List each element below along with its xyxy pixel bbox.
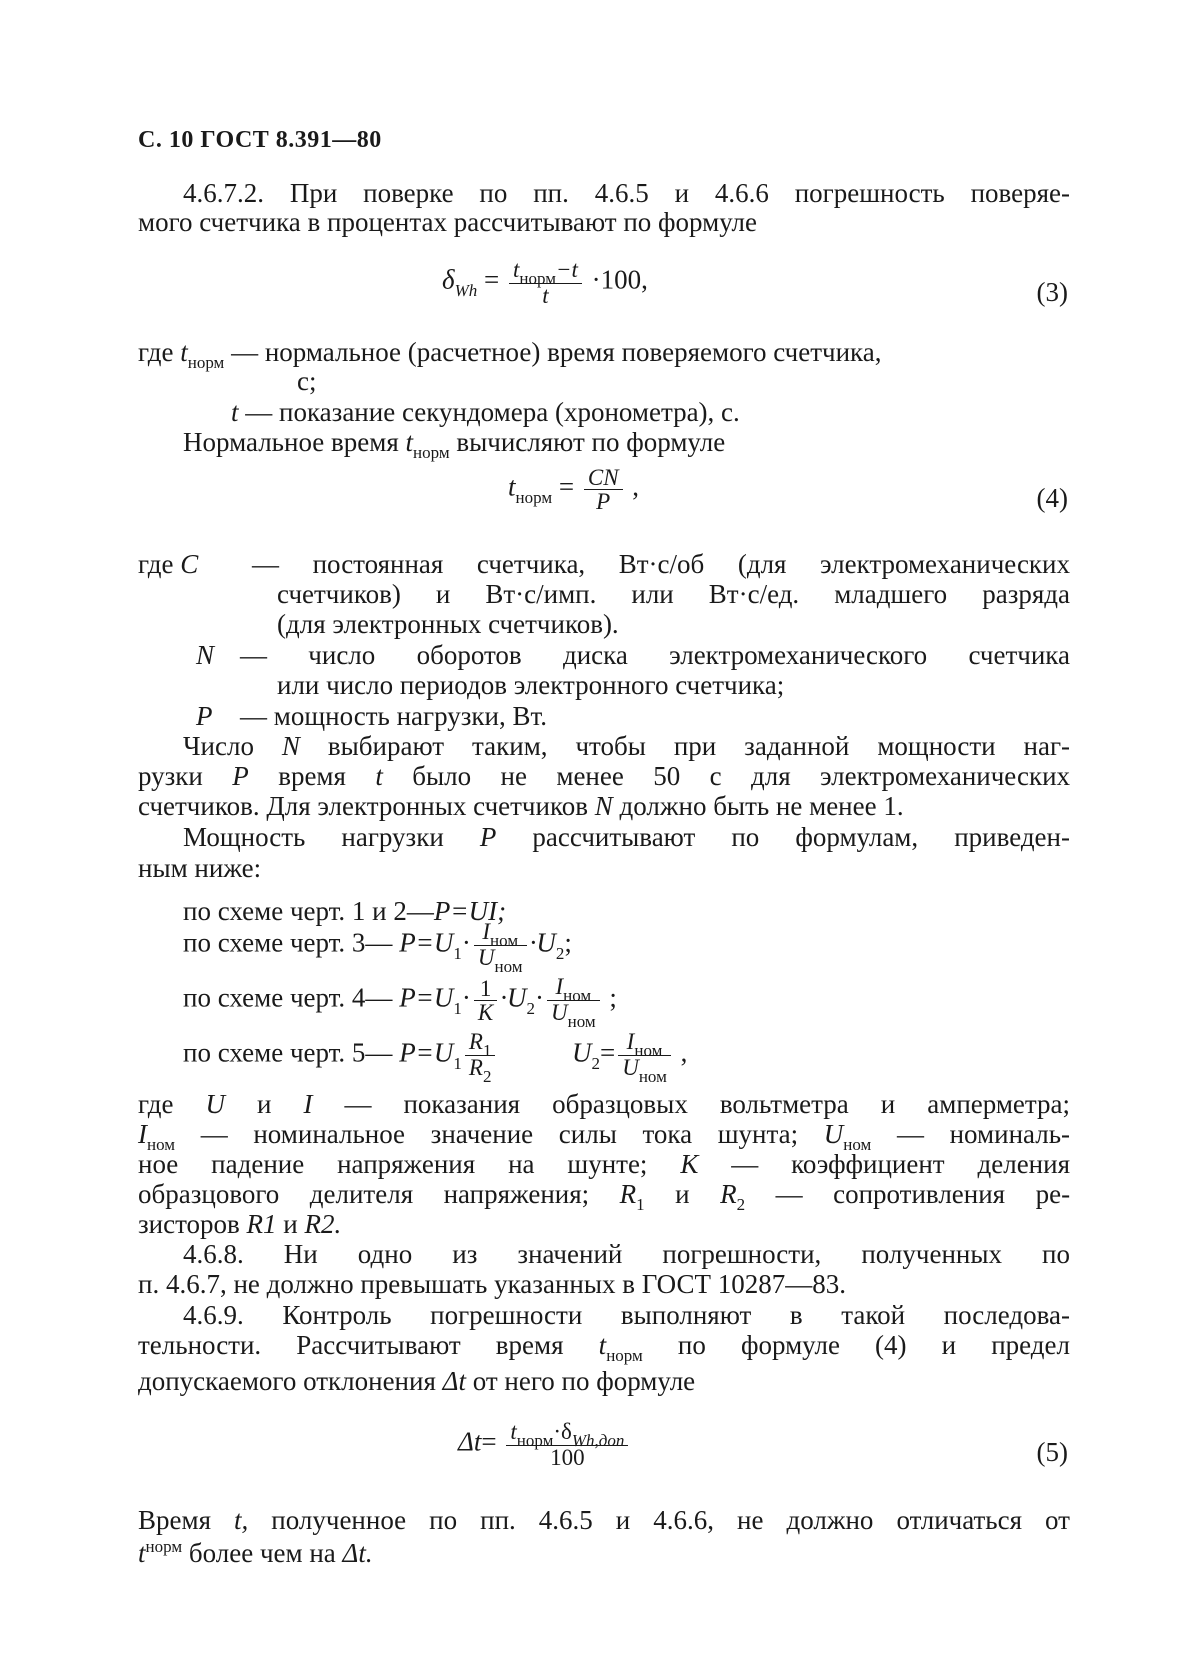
formula-4-fraction: $\frac{CN}{P}$ xyxy=(584,466,623,513)
paragraph-4672-line1: 4.6.7.2. При поверке по пп. 4.6.5 и 4.6.6 погрешность поверяе- xyxy=(183,178,1070,208)
paragraph-number-n-line1: Число N выбирают таким, чтобы при заданной мощности наг- xyxy=(183,731,1071,761)
where-tnorm: где $t_{норм}$ — нормальное (расчетное) время поверяемого счетчика, xyxy=(138,337,882,372)
def-p-line1: — мощность нагрузки, Вт. xyxy=(240,701,548,731)
def-n-line1: — число оборотов диска электромеханического счетчика xyxy=(240,640,1070,670)
paragraph-469-line3: допускаемого отклонения Δt от него по формуле xyxy=(138,1366,696,1396)
formula-3: $\delta_{Wh}$ = $\frac{t_{норм}-t}{t}$ ·100, xyxy=(442,257,648,308)
paragraph-number-n-line3: счетчиков. Для электронных счетчиков N должно быть не менее 1. xyxy=(138,791,904,821)
paragraph-4672-line2: мого счетчика в процентах рассчитывают по формуле xyxy=(138,207,757,237)
paragraph-469-line1: 4.6.9. Контроль погрешности выполняют в такой последова- xyxy=(183,1300,1070,1330)
paragraph-where-ui-line2: $I_{ном}$ — номинальное значение силы тока шунта; $U_{ном}$ — номиналь- xyxy=(138,1119,1071,1154)
paragraph-468-line1: 4.6.8. Ни одно из значений погрешности, полученных по xyxy=(183,1239,1070,1269)
scheme-3: по схеме черт. 3— $P=U_1\cdot$ $\frac{I_{ном}}{U_{ном}}$ $\cdot U_2$; xyxy=(183,919,572,976)
paragraph-number-n-line2: рузки P время t было не менее 50 с для электромеханических xyxy=(138,761,1071,791)
equation-number-4: (4) xyxy=(1036,483,1068,513)
page-header: С. 10 ГОСТ 8.391—80 xyxy=(138,127,382,153)
paragraph-power-line1: Мощность нагрузки P рассчитывают по формулам, приведен- xyxy=(183,822,1070,852)
paragraph-where-ui-line3: ное падение напряжения на шунте; K — коэффициент деления xyxy=(138,1149,1070,1179)
paragraph-468-line2: п. 4.6.7, не должно превышать указанных в ГОСТ 10287—83. xyxy=(138,1269,846,1299)
paragraph-final-line2: $t^{норм}$ более чем на Δt. xyxy=(138,1537,373,1568)
paragraph-normal-time: Нормальное время $t_{норм}$ вычисляют по формуле xyxy=(183,427,726,462)
paragraph-where-ui-line5: зисторов R1 и R2. xyxy=(138,1209,342,1239)
formula-4: $t_{норм}$ = $\frac{CN}{P}$ , xyxy=(508,465,640,514)
def-c-line1: — постоянная счетчика, Вт·с/об (для электромеханических xyxy=(252,549,1070,579)
paragraph-where-ui-line1: где U и I — показания образцовых вольтметра и амперметра; xyxy=(138,1089,1071,1119)
where-tnorm-cont: с; xyxy=(297,366,317,396)
paragraph-469-line2: тельности. Рассчитывают время $t_{норм}$ по формуле (4) и предел xyxy=(138,1330,1070,1365)
formula-5: Δt= $\frac{t_{норм}\cdot\delta_{Wh,доп}}{100}$ xyxy=(458,1420,631,1469)
def-n-symbol: N xyxy=(196,640,215,670)
def-c-lead: где C xyxy=(138,549,199,579)
equation-number-3: (3) xyxy=(1036,277,1068,307)
where-t: t — показание секундомера (хронометра), с. xyxy=(231,397,740,427)
def-n-line2: или число периодов электронного счетчика; xyxy=(277,670,785,700)
paragraph-where-ui-line4: образцового делителя напряжения; $R_1$ и $R_2$ — сопротивления ре- xyxy=(138,1179,1071,1214)
scheme-4: по схеме черт. 4— $P=U_1\cdot$ $\frac{1}{K}$ $\cdot U_2\cdot$ $\frac{I_{ном}}{U_{ном}}$ ; xyxy=(183,974,617,1031)
paragraph-final-line1: Время t, полученное по пп. 4.6.5 и 4.6.6, не должно отличаться от xyxy=(138,1505,1070,1535)
scheme-1-2: по схеме черт. 1 и 2—P=UI; xyxy=(183,896,507,926)
def-c-line2: счетчиков) и Вт·с/имп. или Вт·с/ед. младшего разряда xyxy=(277,579,1070,609)
paragraph-power-line2: ным ниже: xyxy=(138,853,262,883)
formula-5-fraction: $\frac{t_{норм}\cdot\delta_{Wh,доп}}{100}$ xyxy=(506,1420,628,1469)
equation-number-5: (5) xyxy=(1036,1437,1068,1467)
scheme-5: по схеме черт. 5— $P=U_1$ $\frac{R_1}{R_2}$ $U_2=$ $\frac{I_{ном}}{U_{ном}}$ , xyxy=(183,1029,688,1086)
def-p-symbol: P xyxy=(196,701,213,731)
def-c-line3: (для электронных счетчиков). xyxy=(277,609,619,639)
formula-3-fraction: $\frac{t_{норм}-t}{t}$ xyxy=(509,258,582,307)
